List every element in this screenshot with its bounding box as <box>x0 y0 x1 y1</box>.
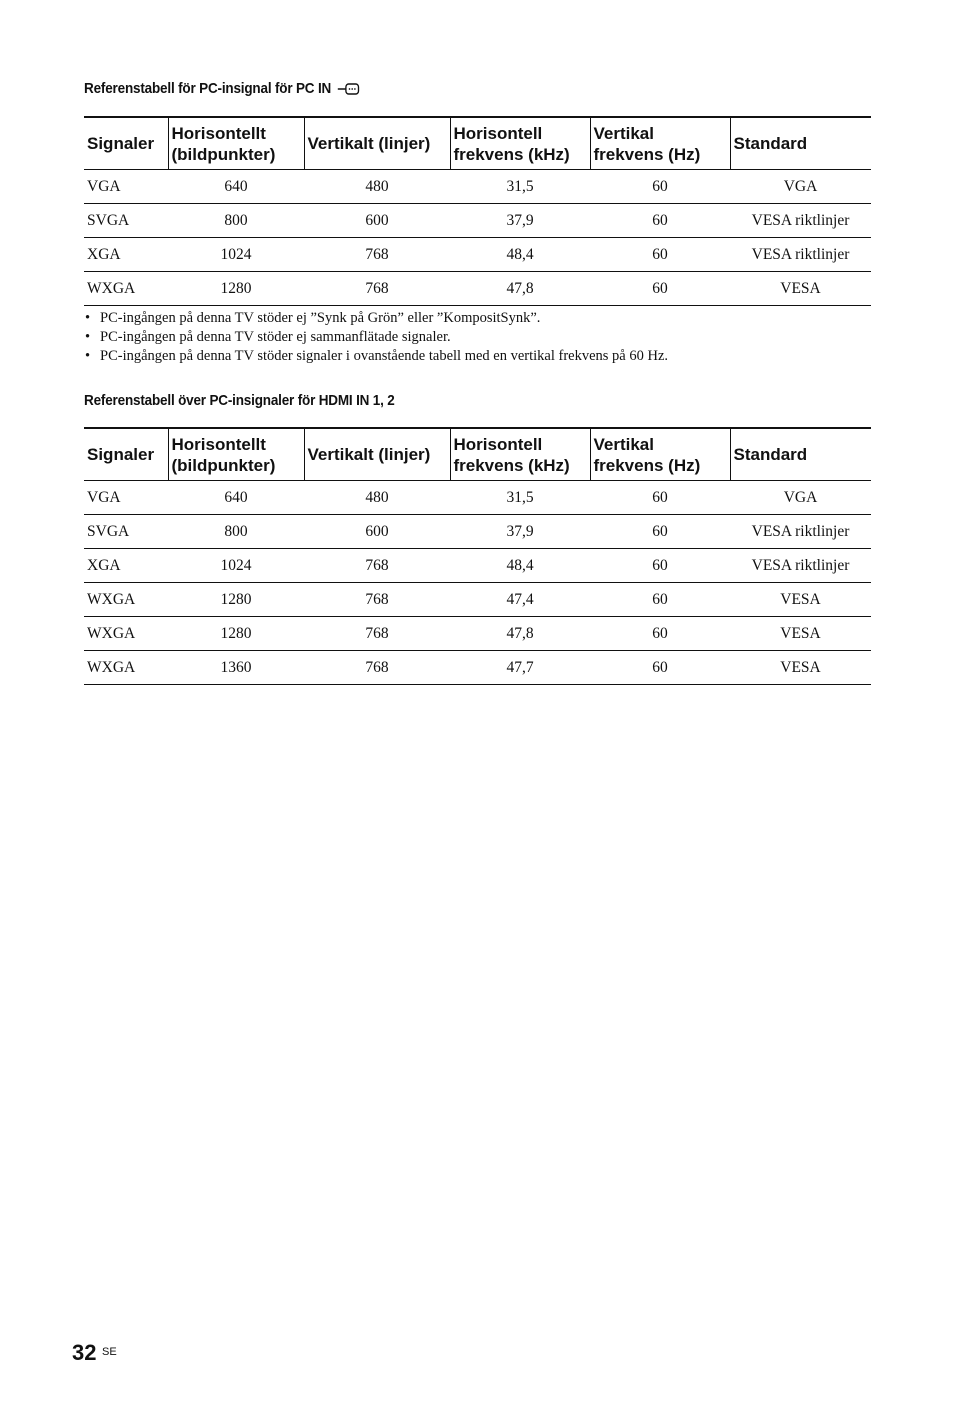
table-cell: 48,4 <box>450 549 590 583</box>
table-cell: 1280 <box>168 617 304 651</box>
table-row <box>84 583 871 617</box>
table-header-row <box>84 428 871 481</box>
table-cell: 48,4 <box>450 238 590 272</box>
note-item: • PC-ingången på denna TV stöder signaler i ovanstående tabell med en vertikal frekvens på 60 Hz. <box>84 347 668 366</box>
table-cell: VESA riktlinjer <box>730 204 871 238</box>
table-cell: VGA <box>84 481 168 515</box>
column-header: Signaler <box>84 428 168 481</box>
section-2-title-text: Referenstabell över PC-insignaler för HDMI IN 1, 2 <box>84 392 395 409</box>
page-language-code: SE <box>102 1346 117 1358</box>
section-1-title <box>84 80 360 97</box>
table-cell: 768 <box>304 272 450 306</box>
table-cell: 60 <box>590 238 730 272</box>
column-header: Vertikal frekvens (Hz) <box>590 117 730 170</box>
table-row <box>84 617 871 651</box>
pc-input-icon <box>336 82 359 96</box>
table-cell: VESA riktlinjer <box>730 549 871 583</box>
table-cell: 800 <box>168 204 304 238</box>
table-cell: 480 <box>304 170 450 204</box>
table-cell: VESA <box>730 617 871 651</box>
column-header: Horisontellt (bildpunkter) <box>168 428 304 481</box>
section-1-title-text: Referenstabell för PC-insignal för PC IN <box>84 80 332 97</box>
table-cell: 768 <box>304 651 450 685</box>
table-cell: VGA <box>730 481 871 515</box>
note-item: • PC-ingången på denna TV stöder ej sammanflätade signaler. <box>84 328 668 347</box>
table-cell: 60 <box>590 651 730 685</box>
column-header: Standard <box>730 428 871 481</box>
table-cell: XGA <box>84 549 168 583</box>
table-cell: VESA riktlinjer <box>730 515 871 549</box>
table-cell: 1360 <box>168 651 304 685</box>
table-cell: 60 <box>590 204 730 238</box>
table-row <box>84 515 871 549</box>
table-cell: 47,8 <box>450 272 590 306</box>
table-cell: 37,9 <box>450 515 590 549</box>
table-cell: WXGA <box>84 272 168 306</box>
table-cell: SVGA <box>84 515 168 549</box>
section-2-title <box>84 392 395 409</box>
table-header-row <box>84 117 871 170</box>
table-cell: 31,5 <box>450 481 590 515</box>
table-cell: 640 <box>168 170 304 204</box>
table-cell: 600 <box>304 204 450 238</box>
table-cell: VESA <box>730 651 871 685</box>
hdmi-in-signal-table <box>84 427 871 685</box>
table-cell: 1280 <box>168 272 304 306</box>
table-row <box>84 170 871 204</box>
page-number: 32 <box>72 1340 97 1365</box>
column-header: Standard <box>730 117 871 170</box>
table-cell: XGA <box>84 238 168 272</box>
note-item: • PC-ingången på denna TV stöder ej ”Synk på Grön” eller ”KompositSynk”. <box>84 309 668 328</box>
notes-list <box>84 309 668 366</box>
table-cell: 600 <box>304 515 450 549</box>
table-cell: 800 <box>168 515 304 549</box>
table-cell: 60 <box>590 481 730 515</box>
table-cell: 47,7 <box>450 651 590 685</box>
column-header: Horisontellt (bildpunkter) <box>168 117 304 170</box>
table-cell: 47,4 <box>450 583 590 617</box>
column-header: Horisontell frekvens (kHz) <box>450 117 590 170</box>
table-cell: 60 <box>590 272 730 306</box>
table-cell: SVGA <box>84 204 168 238</box>
table-cell: 768 <box>304 549 450 583</box>
table-cell: 60 <box>590 170 730 204</box>
table-cell: 768 <box>304 583 450 617</box>
table-cell: WXGA <box>84 583 168 617</box>
table-cell: 480 <box>304 481 450 515</box>
column-header: Horisontell frekvens (kHz) <box>450 428 590 481</box>
column-header: Vertikal frekvens (Hz) <box>590 428 730 481</box>
table-cell: 60 <box>590 515 730 549</box>
table-cell: 47,8 <box>450 617 590 651</box>
table-cell: 60 <box>590 549 730 583</box>
table-cell: 60 <box>590 617 730 651</box>
table-cell: 640 <box>168 481 304 515</box>
column-header: Vertikalt (linjer) <box>304 117 450 170</box>
column-header: Signaler <box>84 117 168 170</box>
table-cell: 768 <box>304 617 450 651</box>
table-cell: 768 <box>304 238 450 272</box>
table-cell: 1024 <box>168 238 304 272</box>
table-cell: 1024 <box>168 549 304 583</box>
table-row <box>84 272 871 306</box>
table-row <box>84 651 871 685</box>
pc-in-signal-table <box>84 116 871 306</box>
table-cell: 60 <box>590 583 730 617</box>
table-row <box>84 481 871 515</box>
table-cell: WXGA <box>84 617 168 651</box>
table-row <box>84 204 871 238</box>
table-cell: VESA riktlinjer <box>730 238 871 272</box>
table-cell: VESA <box>730 583 871 617</box>
table-cell: VGA <box>730 170 871 204</box>
table-cell: VGA <box>84 170 168 204</box>
table-cell: 31,5 <box>450 170 590 204</box>
table-row <box>84 238 871 272</box>
table-cell: 1280 <box>168 583 304 617</box>
table-cell: VESA <box>730 272 871 306</box>
table-row <box>84 549 871 583</box>
column-header: Vertikalt (linjer) <box>304 428 450 481</box>
table-cell: WXGA <box>84 651 168 685</box>
table-cell: 37,9 <box>450 204 590 238</box>
